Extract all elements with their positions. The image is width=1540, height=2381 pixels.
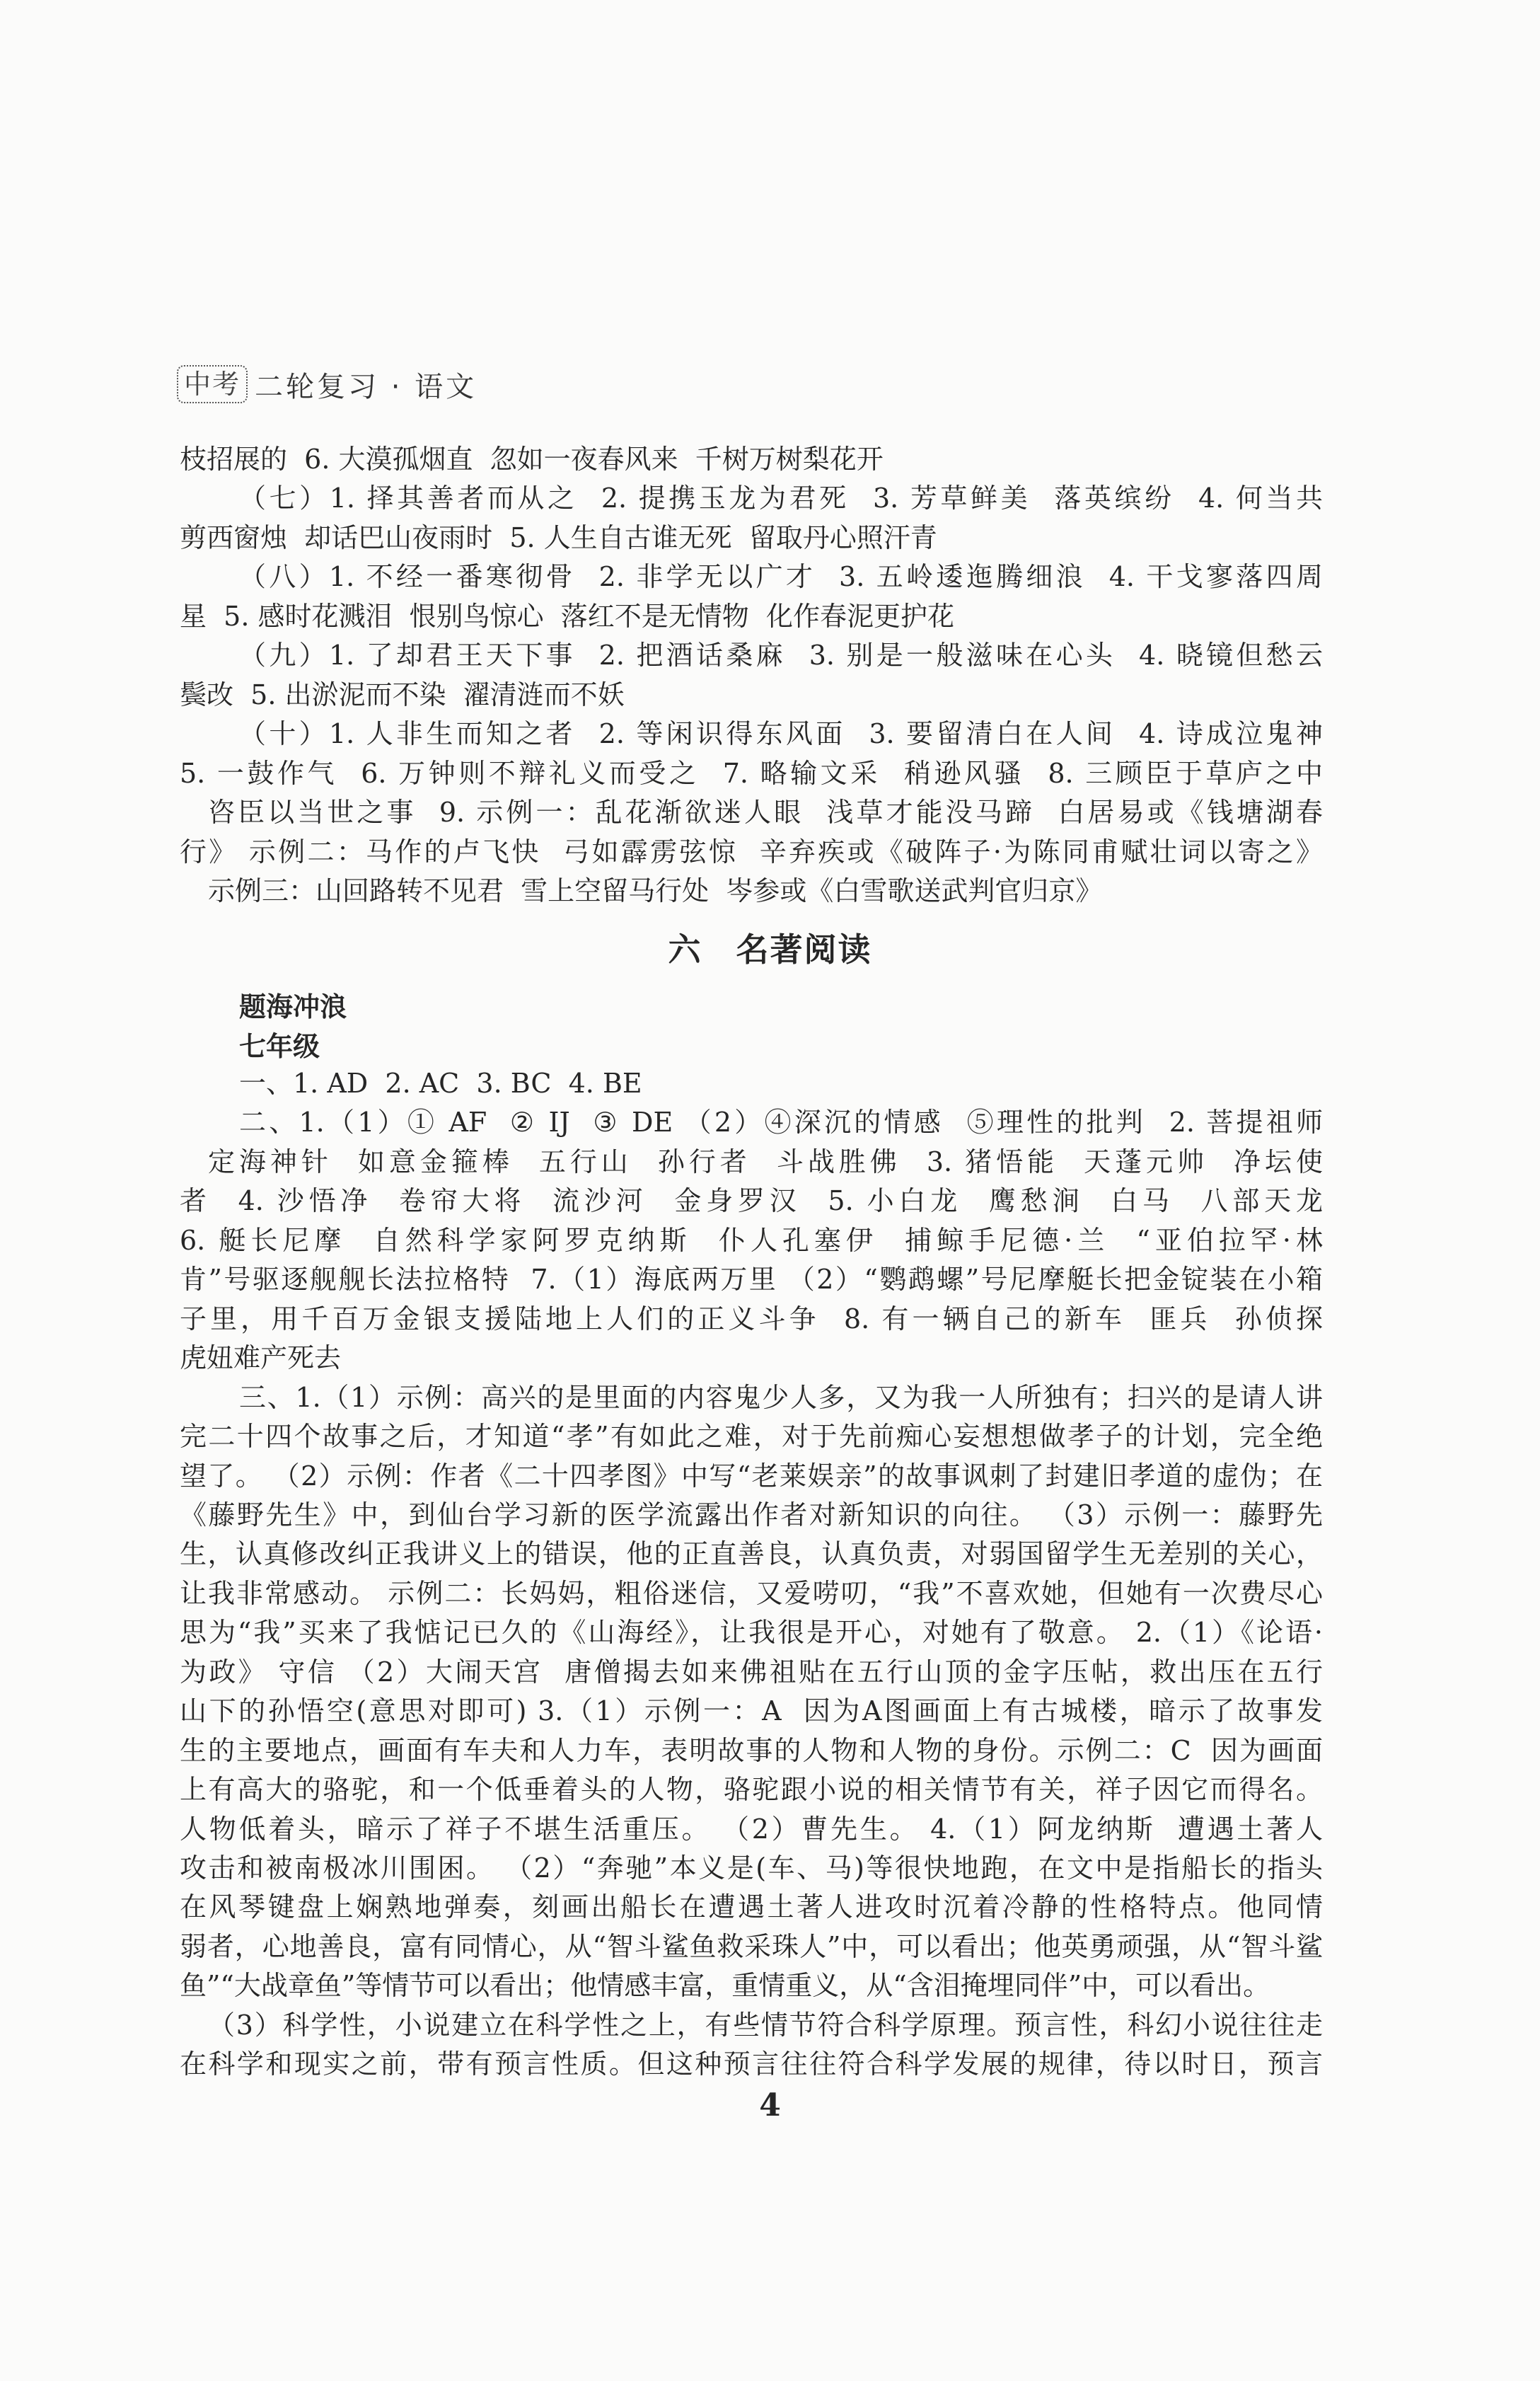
text-line: （十）1. 人非生而知之者 2. 等闲识得东风面 3. 要留清白在人间 4. 诗成泣鬼神 [239,718,1323,750]
header-badge: 中考 [177,365,248,403]
text-line: 三、1.（1）示例：高兴的是里面的内容鬼少人多，又为我一人所独有；扫兴的是请人讲 [239,1381,1323,1413]
text-line: 行》 示例二：马作的卢飞快 弓如霹雳弦惊 辛弃疾或《破阵子·为陈同甫赋壮词以寄之》 [180,836,1323,867]
text-line: 为政》 守信 （2）大闹天宫 唐僧揭去如来佛祖贴在五行山顶的金字压帖，救出压在五行 [180,1656,1323,1688]
section-heading: 六 名著阅读 [668,930,872,969]
text-line: 星 5. 感时花溅泪 恨别鸟惊心 落红不是无情物 化作春泥更护花 [180,600,954,632]
text-line: 弱者，心地善良，富有同情心，从“智斗鲨鱼救采珠人”中，可以看出；他英勇顽强，从“智斗鲨 [180,1930,1323,1962]
text-line: 一、1. AD 2. AC 3. BC 4. BE [239,1068,642,1099]
text-line: 鬓改 5. 出淤泥而不染 濯清涟而不妖 [180,679,625,710]
text-line: 完二十四个故事之后，才知道“孝”有如此之难，对于先前痴心妄想想做孝子的计划，完全绝 [180,1421,1323,1453]
text-line: 《藤野先生》中，到仙台学习新的医学流露出作者对新知识的向往。 （3）示例一：藤野先 [180,1499,1323,1530]
text-line: 在风琴键盘上娴熟地弹奏，刻画出船长在遭遇土著人进攻时沉着冷静的性格特点。他同情 [180,1891,1323,1923]
text-line: 枝招展的 6. 大漠孤烟直 忽如一夜春风来 千树万树梨花开 [180,444,884,475]
text-line: 在科学和现实之前，带有预言性质。但这种预言往往符合科学发展的规律，待以时日，预言 [180,2048,1323,2080]
text-line: 咨臣以当世之事 9. 示例一：乱花渐欲迷人眼 浅草才能没马蹄 白居易或《钱塘湖春 [208,797,1323,829]
text-line: 攻击和被南极冰川围困。 （2）“奔驰”本义是(车、马)等很快地跑，在文中是指船长的指头 [180,1852,1323,1884]
subheading-grade: 七年级 [239,1030,320,1062]
text-line: 5. 一鼓作气 6. 万钟则不辩礼义而受之 7. 略输文采 稍逊风骚 8. 三顾臣于草庐之中 [180,757,1323,789]
text-line: 剪西窗烛 却话巴山夜雨时 5. 人生自古谁无死 留取丹心照汗青 [180,521,937,553]
text-line: 生，认真修改纠正我讲义上的错误，他的正直善良，认真负责，对弱国留学生无差别的关心， [180,1538,1323,1570]
text-line: 上有高大的骆驼，和一个低垂着头的人物，骆驼跟小说的相关情节有关，祥子因它而得名。 [180,1774,1323,1806]
text-line: 定海神针 如意金箍棒 五行山 孙行者 斗战胜佛 3. 猪悟能 天蓬元帅 净坛使 [208,1146,1323,1177]
text-line: 思为“我”买来了我惦记已久的《山海经》，让我很是开心，对她有了敬意。 2.（1）《论语· [180,1617,1323,1649]
text-line: 山下的孙悟空(意思对即可) 3.（1）示例一：A 因为A图画面上有古城楼，暗示了故事发 [180,1695,1323,1727]
text-line: （七）1. 择其善者而从之 2. 提携玉龙为君死 3. 芳草鲜美 落英缤纷 4. 何当共 [239,483,1323,514]
text-line: 子里，用千百万金银支援陆地上人们的正义斗争 8. 有一辆自己的新车 匪兵 孙侦探 [180,1303,1323,1334]
text-line: 虎妞难产死去 [180,1342,342,1374]
text-line: （八）1. 不经一番寒彻骨 2. 非学无以广才 3. 五岭逶迤腾细浪 4. 干戈寥落四周 [239,561,1323,593]
running-header [177,364,477,404]
text-line: 让我非常感动。 示例二：长妈妈，粗俗迷信，又爱唠叨，“我”不喜欢她，但她有一次费尽心 [180,1577,1323,1609]
text-line: 肯”号驱逐舰舰长法拉格特 7.（1）海底两万里 （2）“鹦鹉螺”号尼摩艇长把金锭装在小箱 [180,1264,1323,1296]
text-line: 望了。 （2）示例：作者《二十四孝图》中写“老莱娱亲”的故事讽刺了封建旧孝道的虚伪；在 [180,1460,1323,1492]
page-number: 4 [759,2087,781,2123]
text-line: 者 4. 沙悟净 卷帘大将 流沙河 金身罗汉 5. 小白龙 鹰愁涧 白马 八部天龙 [180,1185,1323,1217]
header-title: 二轮复习 · 语文 [255,370,477,403]
text-line: 示例三：山回路转不见君 雪上空留马行处 岑参或《白雪歌送武判官归京》 [208,875,1103,906]
text-line: （九）1. 了却君王天下事 2. 把酒话桑麻 3. 别是一般滋味在心头 4. 晓镜但愁云 [239,640,1323,671]
text-line: 生的主要地点，画面有车夫和人力车，表明故事的人物和人物的身份。示例二：C 因为画面 [180,1734,1323,1766]
subheading-tihai: 题海冲浪 [239,991,347,1022]
text-line: 鱼”“大战章鱼”等情节可以看出；他情感丰富，重情重义，从“含泪掩埋同伴”中，可以看出。 [180,1970,1270,2002]
text-line: （3）科学性，小说建立在科学性之上，有些情节符合科学原理。预言性，科幻小说往往走 [208,2009,1323,2041]
text-line: 人物低着头，暗示了祥子不堪生活重压。 （2）曹先生。 4.（1）阿龙纳斯 遭遇土著人 [180,1813,1323,1845]
text-line: 二、1.（1）① AF ② IJ ③ DE （2）④深沉的情感 ⑤理性的批判 2. 菩提祖师 [239,1107,1323,1138]
text-line: 6. 艇长尼摩 自然科学家阿罗克纳斯 仆人孔塞伊 捕鲸手尼德·兰 “亚伯拉罕·林 [180,1224,1323,1256]
